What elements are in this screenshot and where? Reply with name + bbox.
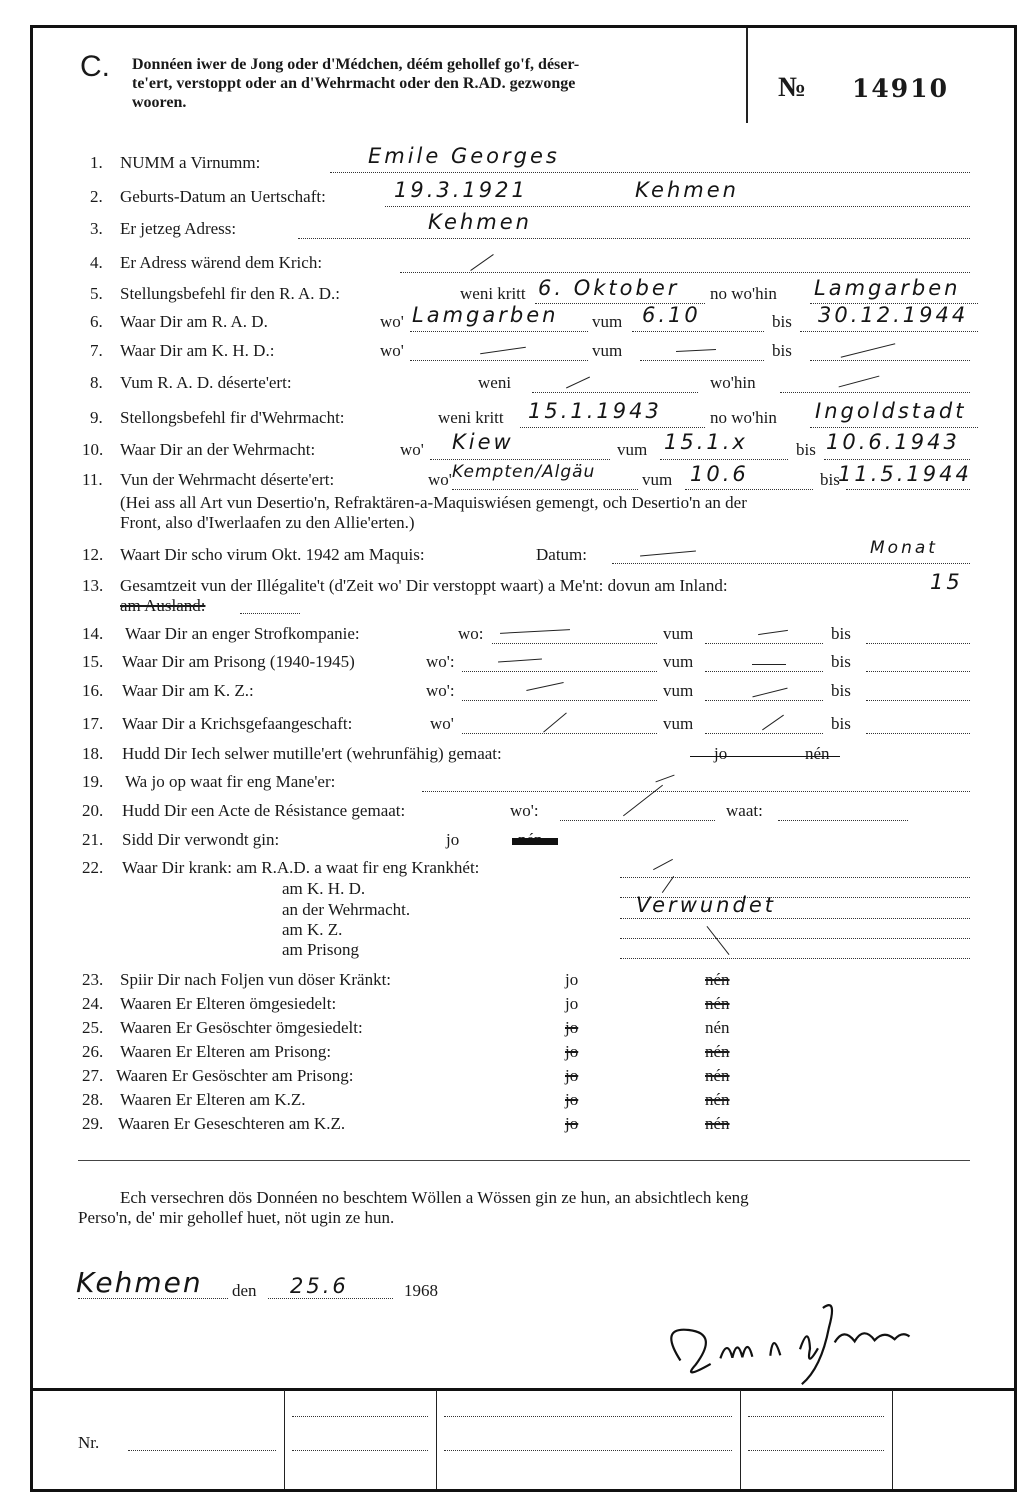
number-symbol: № bbox=[778, 72, 807, 103]
row-26-jo: jo bbox=[565, 1042, 579, 1061]
row-22-wehrmacht-line[interactable] bbox=[620, 918, 970, 919]
row-10-from-line[interactable] bbox=[660, 459, 788, 460]
footer-divider-2 bbox=[436, 1390, 437, 1490]
row-14-label: Waar Dir an enger Strofkompanie: bbox=[125, 624, 360, 643]
row-20-waat-line[interactable] bbox=[778, 820, 908, 821]
row-15-label: Waar Dir am Prisong (1940-1945) bbox=[122, 652, 355, 671]
row-12-datum-label: Datum: bbox=[536, 545, 587, 564]
row-5-where-label: no wo'hin bbox=[710, 284, 777, 303]
row-13-number: 13. bbox=[82, 576, 104, 595]
row-6-from: 6.10 bbox=[642, 303, 701, 327]
date-line[interactable] bbox=[268, 1298, 393, 1299]
row-6-to-line[interactable] bbox=[800, 331, 978, 332]
row-9-when-line[interactable] bbox=[520, 427, 705, 428]
row-16-wo-line[interactable] bbox=[462, 700, 657, 701]
row-2-place: Kehmen bbox=[635, 178, 739, 202]
row-9-where-line[interactable] bbox=[810, 427, 978, 428]
row-11-to-line[interactable] bbox=[846, 489, 970, 490]
row-15-vum: vum bbox=[663, 652, 694, 671]
row-7-label: Waar Dir am K. H. D.: bbox=[120, 341, 275, 360]
row-1-value: Emile Georges bbox=[368, 144, 560, 168]
row-11-wo-line[interactable] bbox=[452, 489, 638, 490]
row-11-note-line2: Front, also d'Iwerlaafen zu den Allie'erten.) bbox=[120, 513, 415, 532]
row-13-ausland-label: am Ausland: bbox=[120, 596, 206, 615]
row-4-number: 4. bbox=[90, 253, 103, 272]
row-2-field-line[interactable] bbox=[385, 206, 970, 207]
row-18-label: Hudd Dir Iech selwer mutille'ert (wehrunfähig) gemaat: bbox=[122, 744, 502, 763]
header-title-line2: te'ert, verstoppt oder an d'Wehrmacht oder den R.AD. gezwonge bbox=[132, 75, 576, 92]
footer-bottom-border bbox=[30, 1489, 1017, 1492]
header-divider bbox=[746, 28, 748, 123]
footer-divider-3 bbox=[740, 1390, 741, 1490]
row-28-nen: nén bbox=[705, 1090, 730, 1109]
row-6-to: 30.12.1944 bbox=[818, 303, 969, 327]
row-29-number: 29. bbox=[82, 1114, 104, 1133]
row-26-number: 26. bbox=[82, 1042, 104, 1061]
row-24-label: Waaren Er Elteren ömgesiedelt: bbox=[120, 994, 337, 1013]
row-7-number: 7. bbox=[90, 341, 103, 360]
row-13-ausland-line[interactable] bbox=[240, 613, 300, 614]
footer-nr-label: Nr. bbox=[78, 1433, 100, 1452]
row-9-label: Stellongsbefehl fir d'Wehrmacht: bbox=[120, 408, 345, 427]
row-8-label: Vum R. A. D. déserte'ert: bbox=[120, 373, 292, 392]
row-3-field-line[interactable] bbox=[298, 238, 970, 239]
row-11-number: 11. bbox=[82, 470, 103, 489]
row-19-number: 19. bbox=[82, 772, 104, 791]
row-20-waat: waat: bbox=[726, 801, 763, 820]
row-10-bis: bis bbox=[796, 440, 816, 459]
row-28-number: 28. bbox=[82, 1090, 104, 1109]
row-15-from-line[interactable] bbox=[705, 671, 823, 672]
footer-divider-4 bbox=[892, 1390, 893, 1490]
den-label: den bbox=[232, 1281, 257, 1300]
row-20-label: Hudd Dir een Acte de Résistance gemaat: bbox=[122, 801, 406, 820]
header-title-line3: wooren. bbox=[132, 94, 187, 111]
row-11-to: 11.5.1944 bbox=[838, 462, 972, 486]
form-number: 14910 bbox=[852, 74, 949, 103]
footer-top-border bbox=[30, 1388, 1017, 1391]
row-17-wo: wo' bbox=[430, 714, 454, 733]
row-18-nen: nén bbox=[805, 744, 830, 763]
row-1-number: 1. bbox=[90, 153, 103, 172]
row-6-label: Waar Dir am R. A. D. bbox=[120, 312, 268, 331]
row-11-place: Kempten/Algäu bbox=[452, 462, 596, 482]
row-7-from-line[interactable] bbox=[640, 360, 764, 361]
row-27-label: Waaren Er Gesöschter am Prisong: bbox=[116, 1066, 354, 1085]
footer-cell-line-6[interactable] bbox=[748, 1450, 884, 1451]
row-20-wo: wo': bbox=[510, 801, 539, 820]
row-10-label: Waar Dir an der Wehrmacht: bbox=[120, 440, 316, 459]
row-13-label: Gesamtzeit vun der Illégalite't (d'Zeit wo' Dir verstoppt waart) a Me'nt: dovun am Inland: bbox=[120, 576, 728, 595]
footer-cell-line-2[interactable] bbox=[292, 1450, 428, 1451]
row-3-number: 3. bbox=[90, 219, 103, 238]
row-14-wo-line[interactable] bbox=[492, 643, 657, 644]
row-6-place: Lamgarben bbox=[412, 303, 559, 327]
row-15-bis: bis bbox=[831, 652, 851, 671]
row-9-where: Ingoldstadt bbox=[815, 399, 967, 423]
row-5-date: 6. Oktober bbox=[538, 276, 680, 300]
row-19-field-line[interactable] bbox=[422, 791, 970, 792]
row-7-wo-line[interactable] bbox=[410, 360, 588, 361]
row-17-wo-line[interactable] bbox=[462, 733, 657, 734]
row-22-prisong-line[interactable] bbox=[620, 958, 970, 959]
row-26-label: Waaren Er Elteren am Prisong: bbox=[120, 1042, 332, 1061]
row-6-number: 6. bbox=[90, 312, 103, 331]
row-16-number: 16. bbox=[82, 681, 104, 700]
row-19-label: Wa jo op waat fir eng Mane'er: bbox=[125, 772, 336, 791]
row-10-vum: vum bbox=[617, 440, 648, 459]
row-6-from-line[interactable] bbox=[632, 331, 764, 332]
row-21-label: Sidd Dir verwondt gin: bbox=[122, 830, 280, 849]
row-8-when-line[interactable] bbox=[532, 392, 698, 393]
row-21-jo: jo bbox=[446, 830, 460, 849]
row-10-to-line[interactable] bbox=[824, 459, 970, 460]
row-26-nen: nén bbox=[705, 1042, 730, 1061]
row-11-bis: bis bbox=[820, 470, 840, 489]
row-11-note-line1: (Hei ass all Art vun Desertio'n, Refraktären-a-Maquiswiésen gemengt, och Desertio'n an der bbox=[120, 493, 747, 512]
row-11-label: Vun der Wehrmacht déserte'ert: bbox=[120, 470, 335, 489]
row-14-wo: wo: bbox=[458, 624, 484, 643]
row-7-wo: wo' bbox=[380, 341, 404, 360]
row-1-label: NUMM a Virnumm: bbox=[120, 153, 261, 172]
row-1-field-line[interactable] bbox=[330, 172, 970, 173]
row-11-from: 10.6 bbox=[690, 462, 749, 486]
row-5-when-label: weni kritt bbox=[460, 284, 526, 303]
row-16-vum: vum bbox=[663, 681, 694, 700]
row-23-label: Spiir Dir nach Foljen vun döser Kränkt: bbox=[120, 970, 392, 989]
declaration-line2: Perso'n, de' mir gehollef huet, nöt ugin ze hun. bbox=[78, 1208, 395, 1227]
row-15-dash-2 bbox=[752, 664, 786, 665]
row-6-wo-line[interactable] bbox=[410, 331, 588, 332]
footer-nr-line[interactable] bbox=[128, 1450, 276, 1451]
row-11-from-line[interactable] bbox=[685, 489, 813, 490]
row-9-when-label: weni kritt bbox=[438, 408, 504, 427]
row-10-wo: wo' bbox=[400, 440, 424, 459]
row-15-to-line[interactable] bbox=[866, 671, 970, 672]
row-17-from-line[interactable] bbox=[705, 733, 823, 734]
row-12-number: 12. bbox=[82, 545, 104, 564]
row-17-number: 17. bbox=[82, 714, 104, 733]
row-12-label: Waart Dir scho virum Okt. 1942 am Maquis: bbox=[120, 545, 425, 564]
header-title-line1: Donnéen iwer de Jong oder d'Médchen, déém gehollef go'f, déser- bbox=[132, 56, 580, 73]
row-12-datum-line[interactable] bbox=[612, 563, 970, 564]
row-22-number: 22. bbox=[82, 858, 104, 877]
signature-place: Kehmen bbox=[76, 1266, 203, 1299]
row-2-number: 2. bbox=[90, 187, 103, 206]
row-14-bis: bis bbox=[831, 624, 851, 643]
footer-cell-line-1[interactable] bbox=[292, 1416, 428, 1417]
row-22-sub-kz: am K. Z. bbox=[282, 920, 343, 939]
row-14-vum: vum bbox=[663, 624, 694, 643]
row-6-wo: wo' bbox=[380, 312, 404, 331]
row-23-number: 23. bbox=[82, 970, 104, 989]
row-8-number: 8. bbox=[90, 373, 103, 392]
row-21-number: 21. bbox=[82, 830, 104, 849]
row-22-kz-line[interactable] bbox=[620, 938, 970, 939]
row-7-bis: bis bbox=[772, 341, 792, 360]
row-2-label: Geburts-Datum an Uertschaft: bbox=[120, 187, 326, 206]
row-15-number: 15. bbox=[82, 652, 104, 671]
row-24-jo: jo bbox=[565, 994, 579, 1013]
row-27-nen: nén bbox=[705, 1066, 730, 1085]
row-16-to-line[interactable] bbox=[866, 700, 970, 701]
row-29-label: Waaren Er Geseschteren am K.Z. bbox=[118, 1114, 346, 1133]
row-24-number: 24. bbox=[82, 994, 104, 1013]
row-29-nen: nén bbox=[705, 1114, 730, 1133]
row-24-nen: nén bbox=[705, 994, 730, 1013]
row-14-number: 14. bbox=[82, 624, 104, 643]
declaration-line1: Ech versechren dös Donnéen no beschtem Wöllen a Wössen gin ze hun, an absichtlech keng bbox=[120, 1188, 749, 1207]
row-15-wo: wo': bbox=[426, 652, 455, 671]
row-29-jo: jo bbox=[565, 1114, 579, 1133]
row-9-number: 9. bbox=[90, 408, 103, 427]
row-22-sub-wehrmacht: an der Wehrmacht. bbox=[282, 900, 411, 919]
row-22-sub-prisong: am Prisong bbox=[282, 940, 359, 959]
row-16-label: Waar Dir am K. Z.: bbox=[122, 681, 254, 700]
footer-divider-1 bbox=[284, 1390, 285, 1490]
row-15-wo-line[interactable] bbox=[462, 671, 657, 672]
row-3-label: Er jetzeg Adress: bbox=[120, 219, 237, 238]
row-10-from: 15.1.x bbox=[664, 430, 748, 454]
row-21-nen: nén bbox=[518, 830, 543, 849]
row-17-to-line[interactable] bbox=[866, 733, 970, 734]
row-20-wo-line[interactable] bbox=[560, 820, 715, 821]
row-22-sub-khd: am K. H. D. bbox=[282, 879, 366, 898]
row-10-number: 10. bbox=[82, 440, 104, 459]
row-25-label: Waaren Er Gesöschter ömgesiedelt: bbox=[120, 1018, 363, 1037]
section-letter: C. bbox=[80, 50, 110, 83]
row-22-label: Waar Dir krank: am R.A.D. a waat fir eng Krankhét: bbox=[122, 858, 480, 877]
row-22-value: Verwundet bbox=[636, 893, 776, 917]
row-5-where: Lamgarben bbox=[814, 276, 961, 300]
row-10-to: 10.6.1943 bbox=[826, 430, 960, 454]
row-16-wo: wo': bbox=[426, 681, 455, 700]
row-27-number: 27. bbox=[82, 1066, 104, 1085]
row-11-wo: wo' bbox=[428, 470, 452, 489]
row-16-bis: bis bbox=[831, 681, 851, 700]
row-12-value: Monat bbox=[870, 538, 938, 558]
footer-cell-line-3[interactable] bbox=[444, 1416, 732, 1417]
row-6-vum: vum bbox=[592, 312, 623, 331]
row-4-label: Er Adress wärend dem Krich: bbox=[120, 253, 323, 272]
row-23-jo: jo bbox=[565, 970, 579, 989]
row-2-date: 19.3.1921 bbox=[394, 178, 528, 202]
row-25-jo: jo bbox=[565, 1018, 579, 1037]
row-23-nen: nén bbox=[705, 970, 730, 989]
declaration-separator bbox=[78, 1160, 970, 1161]
row-9-where-label: no wo'hin bbox=[710, 408, 777, 427]
signature-date: 25.6 bbox=[290, 1274, 349, 1298]
row-8-where-label: wo'hin bbox=[710, 373, 756, 392]
row-6-bis: bis bbox=[772, 312, 792, 331]
row-28-jo: jo bbox=[565, 1090, 579, 1109]
row-28-label: Waaren Er Elteren am K.Z. bbox=[120, 1090, 306, 1109]
row-9-date: 15.1.1943 bbox=[528, 399, 662, 423]
row-17-label: Waar Dir a Krichsgefaangeschaft: bbox=[122, 714, 353, 733]
row-8-when-label: weni bbox=[478, 373, 512, 392]
row-7-vum: vum bbox=[592, 341, 623, 360]
row-25-nen: nén bbox=[705, 1018, 730, 1037]
row-18-strike bbox=[690, 756, 840, 757]
row-16-from-line[interactable] bbox=[705, 700, 823, 701]
row-17-vum: vum bbox=[663, 714, 694, 733]
signature-year: 1968 bbox=[404, 1281, 438, 1300]
row-21-scribble bbox=[512, 838, 558, 845]
row-20-number: 20. bbox=[82, 801, 104, 820]
row-8-where-line[interactable] bbox=[780, 392, 970, 393]
row-4-field-line[interactable] bbox=[400, 272, 970, 273]
row-14-from-line[interactable] bbox=[705, 643, 823, 644]
row-18-jo: jo bbox=[714, 744, 728, 763]
row-5-number: 5. bbox=[90, 284, 103, 303]
row-17-bis: bis bbox=[831, 714, 851, 733]
row-3-value: Kehmen bbox=[428, 210, 532, 234]
row-13-value: 15 bbox=[930, 570, 963, 594]
row-11-vum: vum bbox=[642, 470, 673, 489]
row-10-wo-line[interactable] bbox=[430, 459, 610, 460]
row-27-jo: jo bbox=[565, 1066, 579, 1085]
row-18-number: 18. bbox=[82, 744, 104, 763]
row-7-to-line[interactable] bbox=[810, 360, 970, 361]
row-14-to-line[interactable] bbox=[866, 643, 970, 644]
signature-stroke bbox=[648, 1293, 922, 1397]
footer-cell-line-4[interactable] bbox=[444, 1450, 732, 1451]
row-10-place: Kiew bbox=[452, 430, 514, 454]
row-5-label: Stellungsbefehl fir den R. A. D.: bbox=[120, 284, 341, 303]
row-25-number: 25. bbox=[82, 1018, 104, 1037]
footer-cell-line-5[interactable] bbox=[748, 1416, 884, 1417]
